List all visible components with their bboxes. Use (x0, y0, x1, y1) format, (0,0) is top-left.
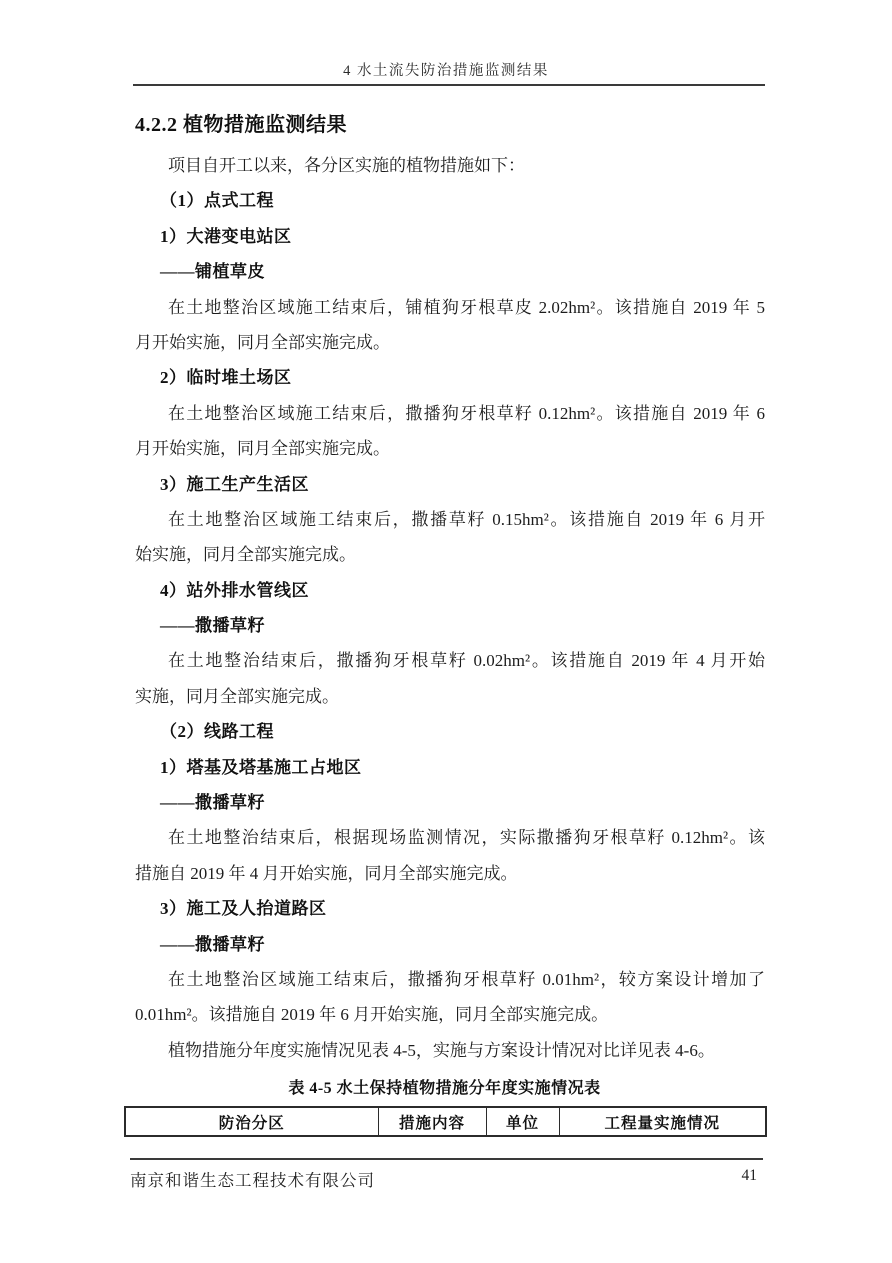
paragraph-line: 在土地整治结束后，根据现场监测情况，实际撒播狗牙根草籽 0.12hm²。该 (168, 828, 765, 848)
subsection-heading: ——铺植草皮 (160, 262, 265, 282)
page-footer (130, 1158, 763, 1191)
paragraph-line: 始实施，同月全部实施完成。 (135, 545, 356, 565)
paragraph-line: 植物措施分年度实施情况见表 4-5，实施与方案设计情况对比详见表 4-6。 (168, 1040, 715, 1060)
subsection-heading: 2）临时堆土场区 (160, 368, 292, 388)
paragraph-line: 措施自 2019 年 4 月开始实施，同月全部实施完成。 (135, 863, 518, 883)
subsection-heading: 3）施工及人抬道路区 (160, 899, 327, 919)
paragraph-line: 月开始实施，同月全部实施完成。 (135, 439, 390, 459)
paragraph-line: 在土地整治结束后，撒播狗牙根草籽 0.02hm²。该措施自 2019 年 4 月开始 (168, 651, 765, 671)
table-caption: 表 4-5 水土保持植物措施分年度实施情况表 (288, 1080, 601, 1098)
table-header-zone: 防治分区 (125, 1107, 378, 1136)
table-header-row (125, 1107, 766, 1136)
table-header-unit: 单位 (486, 1107, 559, 1136)
footer-company: 南京和谐生态工程技术有限公司 (130, 1171, 375, 1190)
measures-table (124, 1106, 767, 1137)
paragraph-line: 在土地整治区域施工结束后，撒播草籽 0.15hm²。该措施自 2019 年 6 月开 (168, 509, 765, 529)
paragraph-line: 项目自开工以来，各分区实施的植物措施如下： (168, 156, 525, 175)
section-heading: 4.2.2 植物措施监测结果 (135, 114, 347, 136)
table-header-measure: 措施内容 (378, 1107, 486, 1136)
header-rule (133, 84, 765, 86)
paragraph-line: 月开始实施，同月全部实施完成。 (135, 332, 390, 352)
subsection-heading: （2）线路工程 (160, 722, 274, 742)
subsection-heading: 3）施工生产生活区 (160, 474, 309, 494)
paragraph-line: 实施，同月全部实施完成。 (135, 686, 339, 706)
paragraph-line: 在土地整治区域施工结束后，铺植狗牙根草皮 2.02hm²。该措施自 2019 年 5 (168, 297, 765, 317)
subsection-heading: 1）大港变电站区 (160, 226, 292, 246)
footer-page-number: 41 (741, 1167, 757, 1184)
subsection-heading: ——撒播草籽 (160, 616, 265, 636)
running-header-title: 4 水土流失防治措施监测结果 (343, 63, 549, 79)
paragraph-line: 在土地整治区域施工结束后，撒播狗牙根草籽 0.12hm²。该措施自 2019 年 6 (168, 403, 765, 423)
subsection-heading: 1）塔基及塔基施工占地区 (160, 757, 362, 777)
subsection-heading: ——撒播草籽 (160, 793, 265, 813)
subsection-heading: ——撒播草籽 (160, 934, 265, 954)
subsection-heading: （1）点式工程 (160, 191, 274, 211)
table-header-amount: 工程量实施情况 (559, 1107, 766, 1136)
page-content (135, 110, 765, 1137)
paragraph-line: 在土地整治区域施工结束后，撒播狗牙根草籽 0.01hm²，较方案设计增加了 (168, 969, 765, 989)
paragraph-line: 0.01hm²。该措施自 2019 年 6 月开始实施，同月全部实施完成。 (135, 1005, 609, 1025)
subsection-heading: 4）站外排水管线区 (160, 580, 309, 600)
